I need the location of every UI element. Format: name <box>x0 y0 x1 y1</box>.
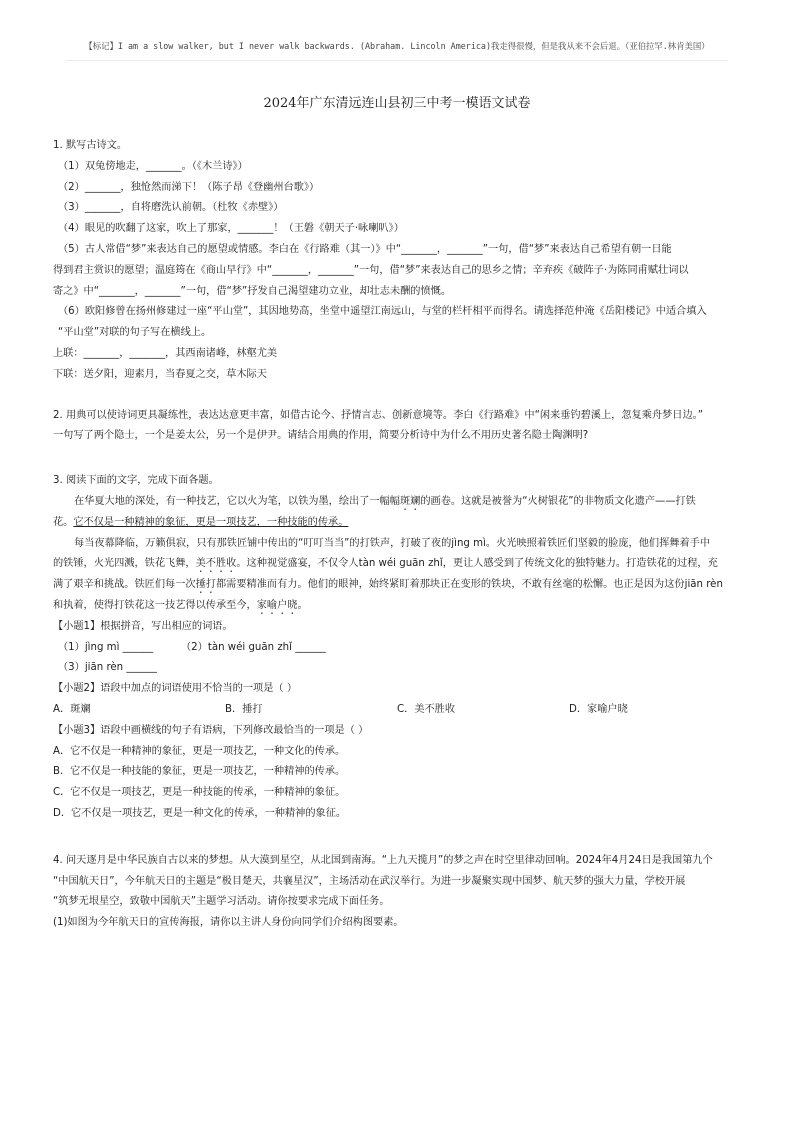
option-a: A．它不仅是一种精神的象征，更是一项技艺，一种文化的传承。 <box>53 745 346 757</box>
passage-paragraph-2-cont <box>53 575 743 596</box>
couplet-lower: 下联：送夕阳，迎素月，当春夏之交，草木际天 <box>53 368 267 380</box>
question-1-item: 寄之》中“_______，_______”一句，借“梦”抒发自己渴望建功立业，却壮志未酬的愤慨。 <box>53 285 452 297</box>
couplet-upper: 上联：_______，_______，其西南诸峰，林壑尤美 <box>53 347 278 359</box>
option-c: C．美不胜收 <box>397 703 456 715</box>
question-4-line: “中国航天日”，今年航天日的主题是“极目楚天，共襄星汉”，主场活动在武汉举行。为进一步凝聚实现中国梦、航天梦的强大力量，学校开展 <box>53 875 686 887</box>
subquestion-2-options <box>53 700 743 721</box>
question-2-line: 2. 用典可以使诗词更具凝练性，表达达意更丰富，如借古论今、抒情言志、创新意境等。李白《行路难》中“闲来垂钓碧溪上，忽复乘舟梦日边。” <box>53 409 704 421</box>
subquestion-1-row <box>53 638 743 659</box>
question-1-item: （3）_______，自将磨洗认前朝。（杜牧《赤壁》） <box>58 202 284 214</box>
passage-text: 的画卷。这就是被誉为“火树银花”的非物质文化遗产——打铁 <box>420 495 696 507</box>
exam-content <box>53 136 743 934</box>
question-4-line: 4. 问天逐月是中华民族自古以来的梦想。从大漠到星空，从北国到南海。“上九天揽月”的梦之声在时空里律动回响。2024年4月24日是我国第九个 <box>53 854 713 866</box>
passage-paragraph-1-cont <box>53 513 743 534</box>
pinyin-item: （3）jiān rèn ______ <box>58 662 157 674</box>
passage-text: 和执着，使得打铁花这一技艺得以传承至今， <box>53 599 257 611</box>
question-1-item: （5）古人常借“梦”来表达自己的愿望或情感。李白在《行路难（其一）》中“_______，_______”一句，借“梦”来表达自己希望有朝一日能 <box>58 243 672 255</box>
option-b: B．捶打 <box>225 703 263 715</box>
passage-paragraph-2: 每当夜幕降临，万籁俱寂，只有那铁匠铺中传出的“叮叮当当”的打铁声，打破了夜的jìng mì。火光映照着铁匠们坚毅的脸庞，他们挥舞着手中 <box>74 537 711 549</box>
dotted-word-banlan: 斑斓 <box>400 495 421 507</box>
passage-text: 花。 <box>53 516 74 528</box>
question-2 <box>53 406 743 448</box>
passage-paragraph-1 <box>53 492 743 513</box>
option-c: C．它不仅是一项技艺，更是一种技能的传承，一种精神的象征。 <box>53 787 346 799</box>
passage-text: 。这种视觉盛宴，不仅令人tàn wéi guān zhǐ，更让人感受到了传统文化的独特魅力。打造铁花的过程，充 <box>236 558 718 570</box>
question-1 <box>53 136 743 386</box>
question-4 <box>53 851 743 934</box>
dotted-word-jiayuhuxiao: 家喻户晓 <box>256 599 298 611</box>
question-4-task: (1)如图为今年航天日的宣传海报，请你以主讲人身份向同学们介绍构图要素。 <box>53 917 404 929</box>
question-3-heading: 3. 阅读下面的文字，完成下面各题。 <box>53 475 219 487</box>
option-d: D．家喻户晓 <box>569 703 628 715</box>
exam-title: 2024年广东清远连山县初三中考一模语文试卷 <box>263 96 531 111</box>
pinyin-item: （1）jìng mì ______ <box>58 641 154 653</box>
question-1-heading: 1. 默写古诗文。 <box>53 140 128 151</box>
underlined-sentence: 它不仅是一种精神的象征，更是一项技艺，一种技能的传承。 <box>73 516 349 528</box>
passage-text: 满了艰辛和挑战。铁匠们每一次 <box>53 579 196 591</box>
option-a: A．斑斓 <box>53 703 91 715</box>
question-1-item: 得到君主赏识的愿望；温庭筠在《商山早行》中“_______，_______”一句，借“梦”来表达自己的思乡之情；辛弃疾《破阵子·为陈同甫赋壮词以 <box>53 264 689 276</box>
option-b: B．它不仅是一种技能的象征，更是一项技艺，一种精神的传承。 <box>53 766 346 778</box>
passage-text: 。 <box>297 599 308 611</box>
passage-text: 都需要精准而有力。他们的眼神，始终紧盯着那块正在变形的铁块，不敢有丝毫的松懈。也正是因为这份jiān rèn <box>216 579 723 591</box>
question-2-line: 一句写了两个隐士，一个是姜太公，另一个是伊尹。请结合用典的作用，简要分析诗中为什么不用历史著名隐士陶渊明? <box>53 430 589 442</box>
passage-paragraph-2-cont <box>53 596 743 617</box>
question-4-line: “筑梦无垠星空，致敬中国航天”主题学习活动。请你按要求完成下面任务。 <box>53 896 390 908</box>
pinyin-item: （2）tàn wéi guān zhǐ ______ <box>181 641 326 653</box>
question-1-item: （1）双兔傍地走，_______。（《木兰诗》） <box>58 160 248 172</box>
header-motto: 【标记】I am a slow walker, but I never walk backwards. (Abraham. Lincoln America)我走得很慢，但是我从来不会后退。（亚伯拉罕.林肯美国） <box>84 41 710 51</box>
dotted-word-meibushengshou: 美不胜收 <box>195 558 237 570</box>
subquestion-1-heading: 【小题1】根据拼音，写出相应的词语。 <box>53 620 233 632</box>
passage-text: 的铁锤，火光四溅，铁花飞舞， <box>53 558 196 570</box>
subquestion-3-heading: 【小题3】语段中画横线的句子有语病，下列修改最恰当的一项是（ ） <box>53 724 369 736</box>
question-1-item: （2）_______，独怆然而涕下！（陈子昂《登幽州台歌》） <box>58 181 320 193</box>
passage-paragraph-2-cont <box>53 554 743 575</box>
dotted-word-chuida: 捶打 <box>195 579 216 591</box>
question-1-item: “平山堂”对联的句子写在横线上。 <box>58 327 212 339</box>
option-d: D．它不仅是一项技艺，更是一种文化的传承，一种精神的象征。 <box>53 807 347 819</box>
question-1-item: （4）眼见的吹翻了这家，吹上了那家，_______！（王磐《朝天子·咏喇叭》） <box>58 223 404 235</box>
subquestion-2-heading: 【小题2】语段中加点的词语使用不恰当的一项是（ ） <box>53 683 298 695</box>
question-3 <box>53 471 743 825</box>
question-1-item: （6）欧阳修曾在扬州修建过一座“平山堂”，其因地势高，坐堂中遥望江南远山，与堂的栏杆相平而得名。请选择范仲淹《岳阳楼记》中适合填入 <box>58 306 707 318</box>
header-divider <box>66 60 728 61</box>
passage-text: 在华夏大地的深处，有一种技艺，它以火为笔，以铁为墨，绘出了一幅幅 <box>74 495 400 507</box>
